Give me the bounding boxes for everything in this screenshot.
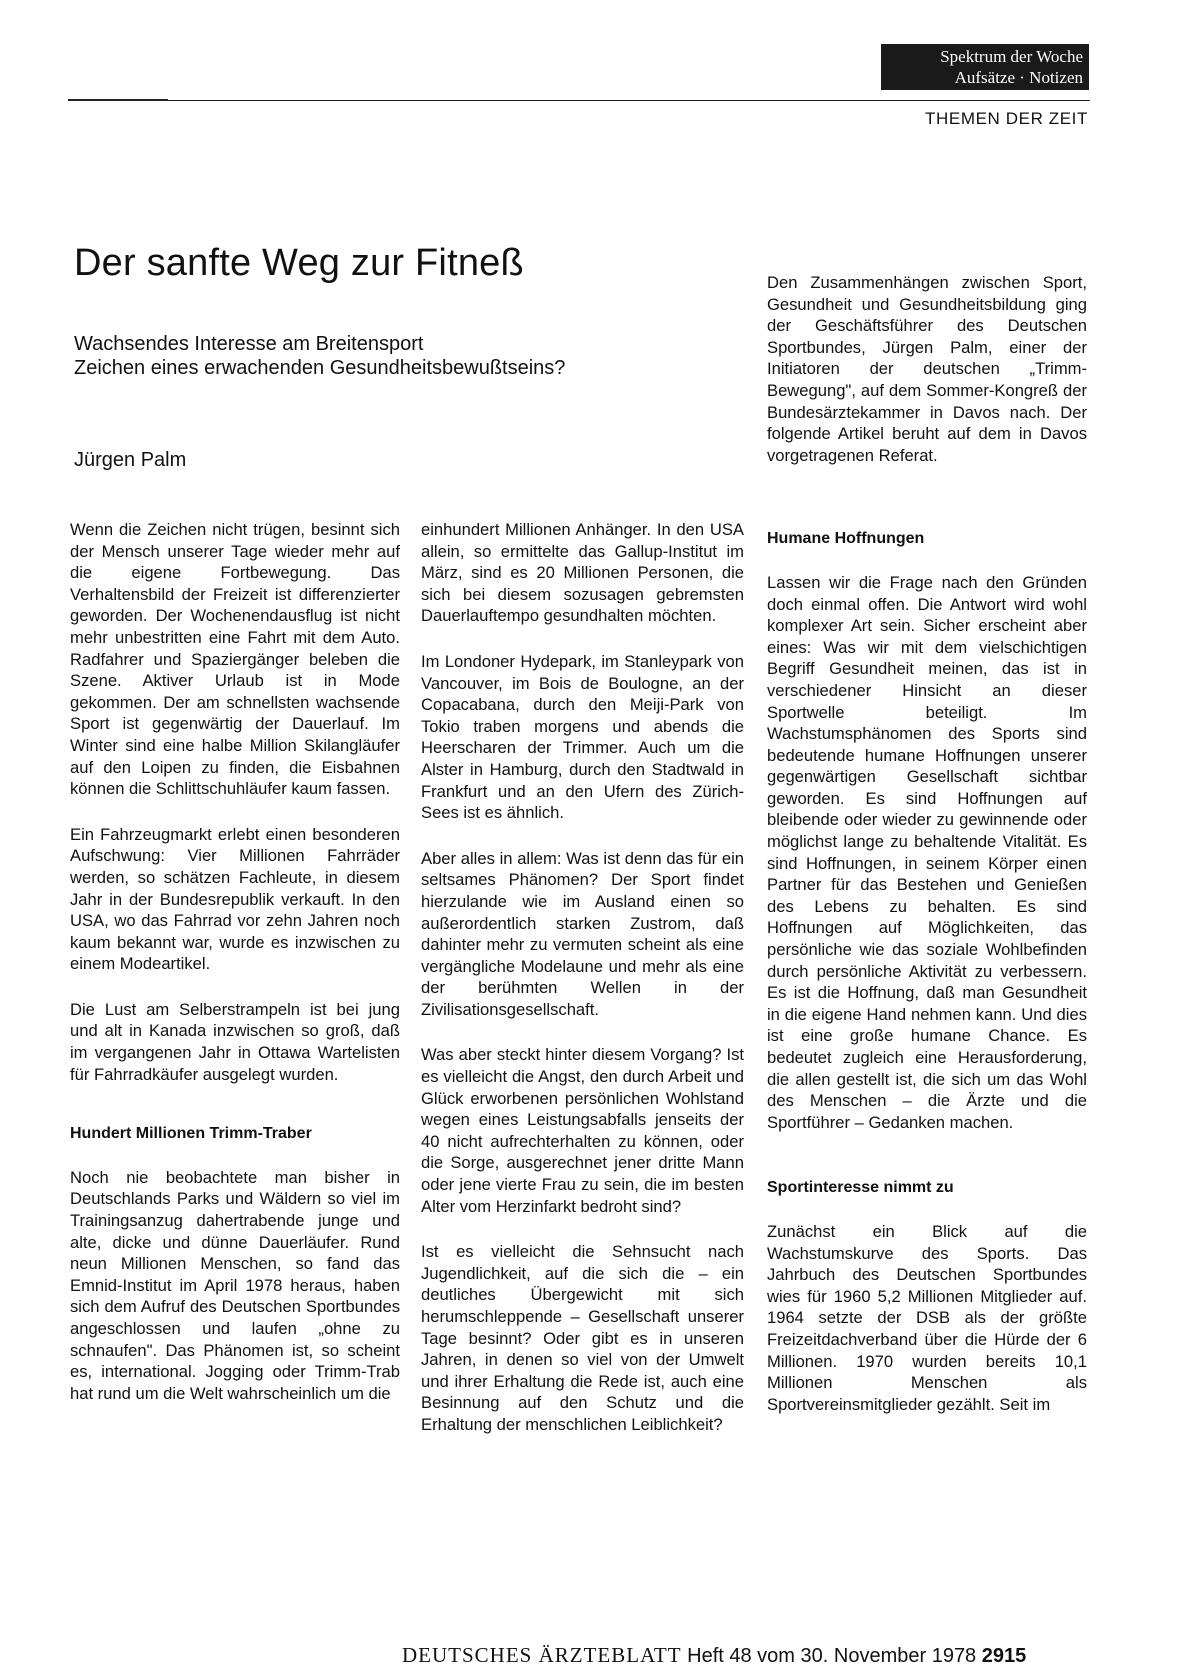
- paragraph: Was aber steckt hinter diesem Vorgang? Ist es vielleicht die Angst, den durch Arbeit und Glück erworbenen persönlichen Wohlstand wegen eines Leistungsabfalls jenseits der 40 nicht aufrechterhalten zu können, oder die Sorge, ausgerechnet jener dritte Mann oder jene vierte Frau zu sein, die im besten Alter vom Herzinfarkt bedroht sind?: [421, 1045, 744, 1216]
- journal-name: DEUTSCHES ÄRZTEBLATT: [402, 1643, 682, 1667]
- subtitle-line-1: Wachsendes Interesse am Breitensport: [74, 333, 424, 355]
- paragraph: Wenn die Zeichen nicht trügen, besinnt sich der Mensch unserer Tage wieder mehr auf die eigene Fortbewegung. Das Verhaltensbild der Freizeit ist differenzierter geworden. Der Wochenendausflug ist nicht mehr unbestritten eine Fahrt mit dem Auto. Radfahrer und Spaziergänger beleben die Szene. Aktiver Urlaub ist in Mode gekommen. Der am schnellsten wachsende Sport ist gegenwärtig der Dauerlauf. Im Winter sind eine halbe Million Skilangläufer auf den Loipen zu finden, die Eisbahnen können die Schlittschuhläufer kaum fassen.: [70, 520, 400, 799]
- page-number: 2915: [981, 1645, 1027, 1667]
- paragraph: Ein Fahrzeugmarkt erlebt einen besonderen Aufschwung: Vier Millionen Fahrräder werden, so schätzen Fachleute, in diesem Jahr in der Bundesrepublik verkauft. In den USA, wo das Fahrrad vor zehn Jahren noch kaum bekannt war, wurde es inzwischen zu einem Modeartikel.: [70, 824, 400, 974]
- paragraph: Lassen wir die Frage nach den Gründen doch einmal offen. Die Antwort wird wohl komplexer Art sein. Sicher erscheint aber eines: Was wir mit dem vielschichtigen Begriff Gesundheit meinen, das ist in verschiedener Hinsicht an dieser Sportwelle beteiligt. Im Wachstumsphänomen des Sports sind bedeutende humane Hoffnungen unserer gegenwärtigen Gesellschaft sichtbar geworden. Es sind Hoffnungen auf bleibende oder wieder zu gewinnende oder möglichst lange zu behaltende Vitalität. Es sind Hoffnungen, in seinem Körper einen Partner für das Bestehen und Genießen des Lebens zu behalten. Es sind Hoffnungen auf Möglichkeiten, das persönliche wie das soziale Wohlbefinden durch persönliche Aktivität zu verbessern. Es ist die Hoffnung, daß man Gesundheit in die eigene Hand nehmen kann. Und dies ist eine große humane Chance. Es bedeutet zugleich eine Herausforderung, die allen gestellt ist, die sich um das Wohl des Menschen – die Ärzte und die Sportführer – Gedanken machen.: [767, 572, 1087, 1132]
- section-heading: Sportinteresse nimmt zu: [767, 1179, 954, 1197]
- paragraph: Die Lust am Selberstrampeln ist bei jung und alt in Kanada inzwischen so groß, daß im vergangenen Jahr in Ottawa Wartelisten für Fahrradkäufer ausgelegt wurden.: [70, 999, 400, 1084]
- page-footer: [402, 1643, 1026, 1668]
- badge-line-1: Spektrum der Woche: [940, 47, 1083, 66]
- badge-line-2: Aufsätze · Notizen: [954, 68, 1083, 87]
- intro-paragraph: Den Zusammenhängen zwischen Sport, Gesundheit und Gesundheitsbildung ging der Geschäftsführer des Deutschen Sportbundes, Jürgen Palm, einer der Initiatoren der deutschen „Trimm-Bewegung", auf dem Sommer-Kongreß der Bundesärztekammer in Davos nach. Der folgende Artikel beruht auf dem in Davos vorgetragenen Referat.: [767, 273, 1087, 465]
- text-column-2: [421, 519, 744, 1460]
- article-author: Jürgen Palm: [74, 449, 187, 471]
- header-rule: [68, 100, 1090, 101]
- paragraph: Ist es vielleicht die Sehnsucht nach Jugendlichkeit, auf die sich die – ein deutliches Übergewicht mit sich herumschleppende – Gesellschaft unserer Tage besinnt? Oder gibt es in unseren Jahren, in denen so viel von der Umwelt und ihrer Erhaltung die Rede ist, auch eine Besinnung auf den Schutz und die Erhaltung der menschlichen Leiblichkeit?: [421, 1242, 744, 1434]
- paragraph: Im Londoner Hydepark, im Stanleypark von Vancouver, im Bois de Boulogne, an der Copacabana, durch den Meiji-Park von Tokio traben morgens und abends die Heerscharen der Trimmer. Auch um die Alster in Hamburg, durch den Stadtwald in Frankfurt und an den Ufern des Zürich-Sees ist es ähnlich.: [421, 651, 744, 823]
- text-column-1: [70, 519, 400, 1428]
- paragraph: Zunächst ein Blick auf die Wachstumskurve des Sports. Das Jahrbuch des Deutschen Sportbundes wies für 1960 5,2 Millionen Mitglieder auf. 1964 setzte der DSB als der größte Freizeitdachverband über die Hürde der 6 Millionen. 1970 wurden bereits 10,1 Millionen Menschen als Sportvereinsmitglieder gezählt. Seit im: [767, 1221, 1087, 1414]
- section-heading: Humane Hoffnungen: [767, 530, 925, 548]
- section-heading: Hundert Millionen Trimm-Traber: [70, 1125, 312, 1143]
- paragraph: Aber alles in allem: Was ist denn das für ein seltsames Phänomen? Der Sport findet hierzulande wie im Ausland einen so außerordentlich starken Zustrom, daß dahinter mehr zu vermuten scheint als eine vergängliche Modelaune und mehr als eine der berühmten Wellen in der Zivilisationsgesellschaft.: [421, 848, 744, 1019]
- article-title: Der sanfte Weg zur Fitneß: [74, 242, 524, 284]
- issue-info: Heft 48 vom 30. November 1978: [687, 1645, 977, 1667]
- paragraph: einhundert Millionen Anhänger. In den USA allein, so ermittelte das Gallup-Institut im März, sind es 20 Millionen Personen, die sich bei diesem sozusagen gebremsten Dauerlauftempo gesundhalten möchten.: [421, 520, 744, 626]
- section-label: THEMEN DER ZEIT: [925, 109, 1088, 128]
- paragraph: Noch nie beobachtete man bisher in Deutschlands Parks und Wäldern so viel im Trainingsanzug dahertrabende junge und alte, dicke und dünne Dauerläufer. Rund neun Millionen Menschen, so fand das Emnid-Institut im April 1978 heraus, haben sich dem Aufruf des Deutschen Sportbundes angeschlossen und laufen „ohne zu schnaufen". Das Phänomen ist, so scheint es, international. Jogging oder Trimm-Trab hat rund um die Welt wahrscheinlich um die: [70, 1167, 400, 1403]
- subtitle-line-2: Zeichen eines erwachenden Gesundheitsbewußtseins?: [74, 357, 566, 379]
- text-column-3: [767, 272, 1087, 1439]
- section-badge: [881, 44, 1089, 90]
- article-subtitle: [74, 332, 565, 380]
